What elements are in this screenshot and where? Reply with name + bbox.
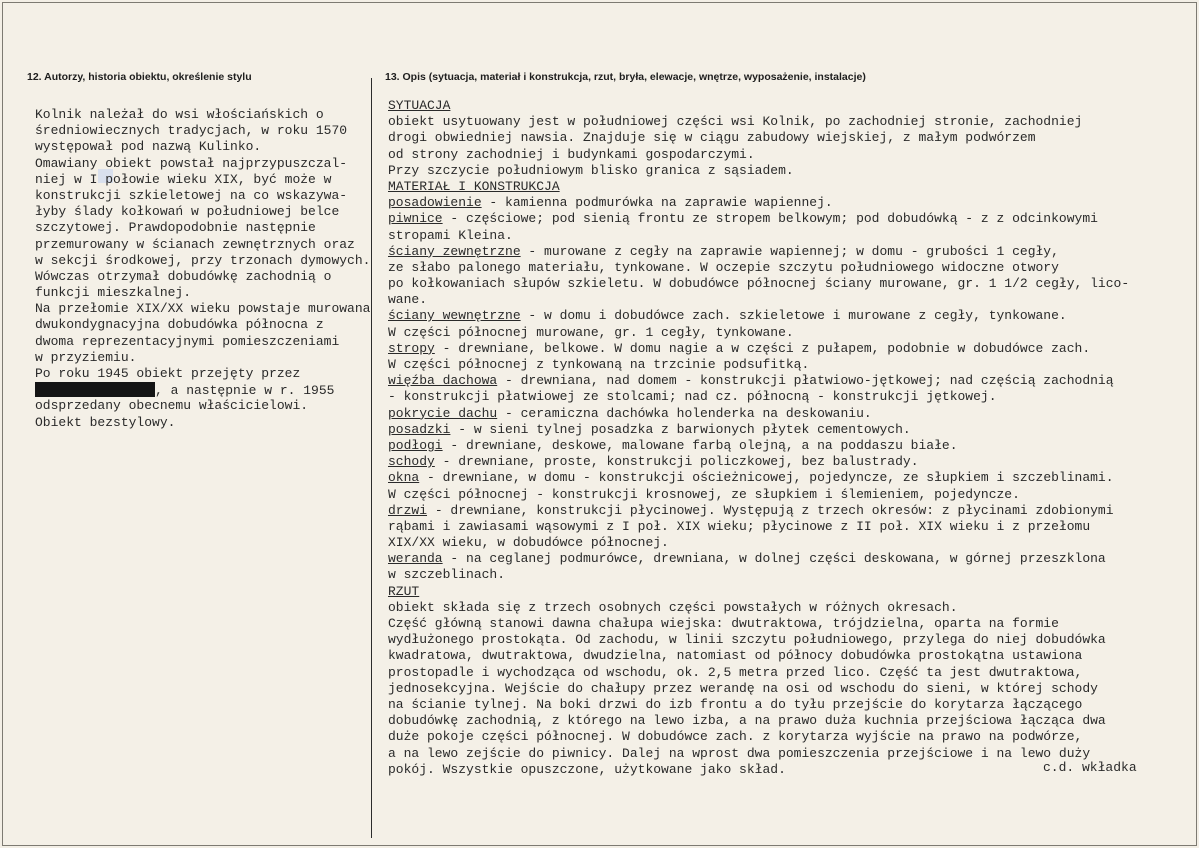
history-line: w przyziemiu. [35, 349, 137, 365]
description-line [388, 130, 1178, 146]
description-line [388, 697, 1178, 713]
section-term: weranda [388, 551, 443, 567]
history-line: Omawiany obiekt powstał najprzypuszczal- [35, 155, 348, 171]
section-term: RZUT [388, 583, 420, 599]
section-term: piwnice [388, 211, 443, 227]
description-line [388, 648, 1178, 664]
description-text: - w sieni tylnej posadzka z barwionych płytek cementowych. [450, 421, 911, 437]
section-term: pokrycie dachu [388, 405, 498, 421]
description-text: - drewniane, w domu - konstrukcji ościeżnicowej, pojedyncze, ze słupkiem i szczeblinami. [419, 470, 1114, 486]
description-text: od strony zachodniej i budynkami gospodarczymi. [388, 146, 755, 162]
description-text: po kołkowaniach słupów szkieletu. W dobudówce północnej ściany murowane, gr. 1 1/2 cegły, lico- [388, 276, 1130, 292]
description-line [388, 114, 1178, 130]
description-line [388, 470, 1178, 486]
section-term: stropy [388, 340, 435, 356]
description-line [388, 406, 1178, 422]
history-line: Wówczas otrzymał dobudówkę zachodnią o [35, 268, 332, 284]
description-text: prostopadle i wychodząca od wschodu, ok. 2,5 metra przed lico. Część ta jest dwutraktowa, [388, 664, 1083, 680]
history-line: dwukondygnacyjna dobudówka północna z [35, 317, 324, 333]
description-text: - częściowe; pod sienią frontu ze stropem belkowym; pod dobudówką - z z odcinkowymi [442, 211, 1098, 227]
description-text: W części północnej - konstrukcji krosnowej, ze słupkiem i ślemieniem, pojedyncze. [388, 486, 1020, 502]
description-text: dobudówkę zachodnią, z którego na lewo izba, a na prawo duża kuchnia przejściowa łącząca dwa [388, 713, 1106, 729]
description-line [388, 600, 1178, 616]
description-line [388, 389, 1178, 405]
description-line [388, 195, 1178, 211]
description-line [388, 665, 1178, 681]
history-line: łyby ślady kołkowań w południowej belce [35, 204, 340, 220]
description-line [388, 713, 1178, 729]
section-term: posadowienie [388, 195, 482, 211]
redaction-bar [35, 382, 155, 397]
description-line [388, 98, 1178, 114]
description-line [388, 276, 1178, 292]
description-text: obiekt składa się z trzech osobnych części powstałych w różnych okresach. [388, 599, 958, 615]
description-text: - drewniane, konstrukcji płycinowej. Występują z trzech okresów: z płycinami zdobionymi [427, 502, 1114, 518]
description-text: Część główną stanowi dawna chałupa wiejska: dwutraktowa, trójdzielna, oparta na formie [388, 616, 1059, 631]
description-column [388, 98, 1178, 778]
section-term: ściany zewnętrzne [388, 243, 521, 259]
history-line: Na przełomie XIX/XX wieku powstaje murowana [35, 301, 371, 317]
section-12-header: 12. Autorzy, historia obiektu, określenie stylu [27, 71, 252, 83]
description-text: Przy szczycie południowym blisko granica z sąsiadem. [388, 162, 794, 178]
description-text: drogi obwiedniej nawsia. Znajduje się w ciągu zabudowy wiejskiej, z małym podwórzem [388, 130, 1036, 146]
section-13-header: 13. Opis (sytuacja, materiał i konstrukcja, rzut, bryła, elewacje, wnętrze, wyposażenie, instalacje) [385, 71, 866, 83]
redacted-line [35, 382, 375, 398]
section-term: posadzki [388, 421, 451, 437]
description-text: w szczeblinach. [388, 567, 506, 583]
section-term: SYTUACJA [388, 98, 451, 113]
description-text: W części północnej z tynkowaną na trzcinie podsufitką. [388, 357, 810, 372]
description-text: - konstrukcji płatwiowej ze stolcami; nad cz. północną - konstrukcji jętkowej. [388, 389, 997, 405]
history-line: średniowiecznych tradycjach, w roku 1570 [35, 123, 348, 139]
description-line [388, 487, 1178, 503]
description-line [388, 729, 1178, 745]
history-column [35, 107, 375, 431]
description-text: - kamienna podmurówka na zaprawie wapiennej. [481, 195, 833, 211]
section-term: drzwi [388, 502, 428, 518]
description-text: W części północnej murowane, gr. 1 cegły, tynkowane. [388, 324, 794, 340]
description-text: pokój. Wszystkie opuszczone, użytkowane jako skład. [388, 761, 786, 777]
description-line [388, 503, 1178, 519]
description-line [388, 308, 1178, 324]
history-line: odsprzedany obecnemu właścicielowi. [35, 398, 309, 414]
description-text: - murowane z cegły na zaprawie wapiennej; w domu - grubości 1 cegły, [520, 243, 1059, 259]
section-term: więźba dachowa [388, 373, 498, 389]
description-line [388, 438, 1178, 454]
description-line [388, 681, 1178, 697]
description-line [388, 519, 1178, 535]
history-line: konstrukcji szkieletowej na co wskazywa- [35, 187, 348, 203]
description-text: wydłużonego prostokąta. Od zachodu, w linii szczytu południowego, przylega do niej dobudówka [388, 632, 1106, 648]
description-line [388, 454, 1178, 470]
history-line: Obiekt bezstylowy. [35, 414, 176, 430]
description-line [388, 292, 1178, 308]
description-line [388, 211, 1178, 227]
continuation-note: c.d. wkładka [1043, 760, 1137, 775]
redacted-line-text: , a następnie w r. 1955 [155, 383, 335, 399]
description-text: a na lewo zejście do piwnicy. Dalej na wprost dwa pomieszczenia przejściowe i na lewo duży [388, 745, 1091, 761]
description-text: XIX/XX wieku, w dobudówce północnej. [388, 535, 669, 551]
document-card [2, 2, 1197, 846]
history-line: szczytowej. Prawdopodobnie następnie [35, 220, 316, 236]
description-line [388, 260, 1178, 276]
history-line: przemurowany w ścianach zewnętrznych oraz [35, 236, 355, 252]
description-text: - drewniana, nad domem - konstrukcji płatwiowo-jętkowej; nad częścią zachodnią [497, 373, 1114, 389]
description-text: rąbami i zawiasami wąsowymi z I poł. XIX wieku; płycinowe z II poł. XIX wieku i z przełomu [388, 518, 1091, 534]
description-line [388, 147, 1178, 163]
description-line [388, 179, 1178, 195]
description-line [388, 228, 1178, 244]
description-line [388, 422, 1178, 438]
history-line: funkcji mieszkalnej. [35, 285, 192, 301]
description-line [388, 632, 1178, 648]
description-line [388, 535, 1178, 551]
description-text: duże pokoje części północnej. W dobudówce zach. z korytarza wyjście na prawo na podwórze, [388, 729, 1083, 745]
description-line [388, 163, 1178, 179]
description-line [388, 244, 1178, 260]
description-line [388, 567, 1178, 583]
description-text: ze słabo palonego materiału, tynkowane. W oczepie szczytu południowego widoczne otwory [388, 259, 1059, 275]
section-term: ściany wewnętrzne [388, 308, 521, 324]
history-line: w sekcji środkowej, przy trzonach dymowych. [35, 252, 371, 268]
description-line [388, 616, 1178, 632]
section-term: MATERIAŁ I KONSTRUKCJA [388, 178, 560, 194]
section-term: okna [388, 470, 420, 486]
description-text: stropami Kleina. [388, 227, 513, 243]
description-text: obiekt usytuowany jest w południowej części wsi Kolnik, po zachodniej stronie, zachodniej [388, 114, 1083, 130]
section-term: podłogi [388, 437, 443, 453]
description-text: - drewniane, belkowe. W domu nagie a w części z pułapem, podobnie w dobudówce zach. [434, 340, 1091, 356]
description-text: na ścianie tylnej. Na boki drzwi do izb frontu a do tyłu przejście do korytarza łączącego [388, 696, 1083, 712]
history-line: niej w I połowie wieku XIX, być może w [35, 171, 332, 187]
description-text: wane. [388, 292, 428, 308]
history-line: Kolnik należał do wsi włościańskich o [35, 107, 324, 122]
description-text: - na ceglanej podmurówce, drewniana, w dolnej części deskowana, w górnej przeszklona [442, 551, 1106, 567]
history-line: występował pod nazwą Kulinko. [35, 139, 262, 155]
description-text: - drewniane, proste, konstrukcji policzkowej, bez balustrady. [434, 454, 919, 470]
description-line [388, 341, 1178, 357]
history-line: Po roku 1945 obiekt przejęty przez [35, 366, 301, 381]
description-text: jednosekcyjna. Wejście do chałupy przez werandę na osi od wschodu do sieni, w której schody [388, 680, 1098, 696]
history-line: dwoma reprezentacyjnymi pomieszczeniami [35, 333, 340, 349]
description-line [388, 325, 1178, 341]
section-term: schody [388, 454, 435, 470]
description-text: - w domu i dobudówce zach. szkieletowe i murowane z cegły, tynkowane. [520, 308, 1067, 324]
description-text: - ceramiczna dachówka holenderka na deskowaniu. [497, 405, 872, 421]
description-line [388, 373, 1178, 389]
description-line [388, 584, 1178, 600]
description-text: - drewniane, deskowe, malowane farbą olejną, a na poddaszu białe. [442, 437, 958, 453]
description-line [388, 551, 1178, 567]
description-line [388, 357, 1178, 373]
description-text: kwadratowa, dwutraktowa, dwudzielna, natomiast od północy dobudówka prostokątna ustawiona [388, 648, 1083, 664]
